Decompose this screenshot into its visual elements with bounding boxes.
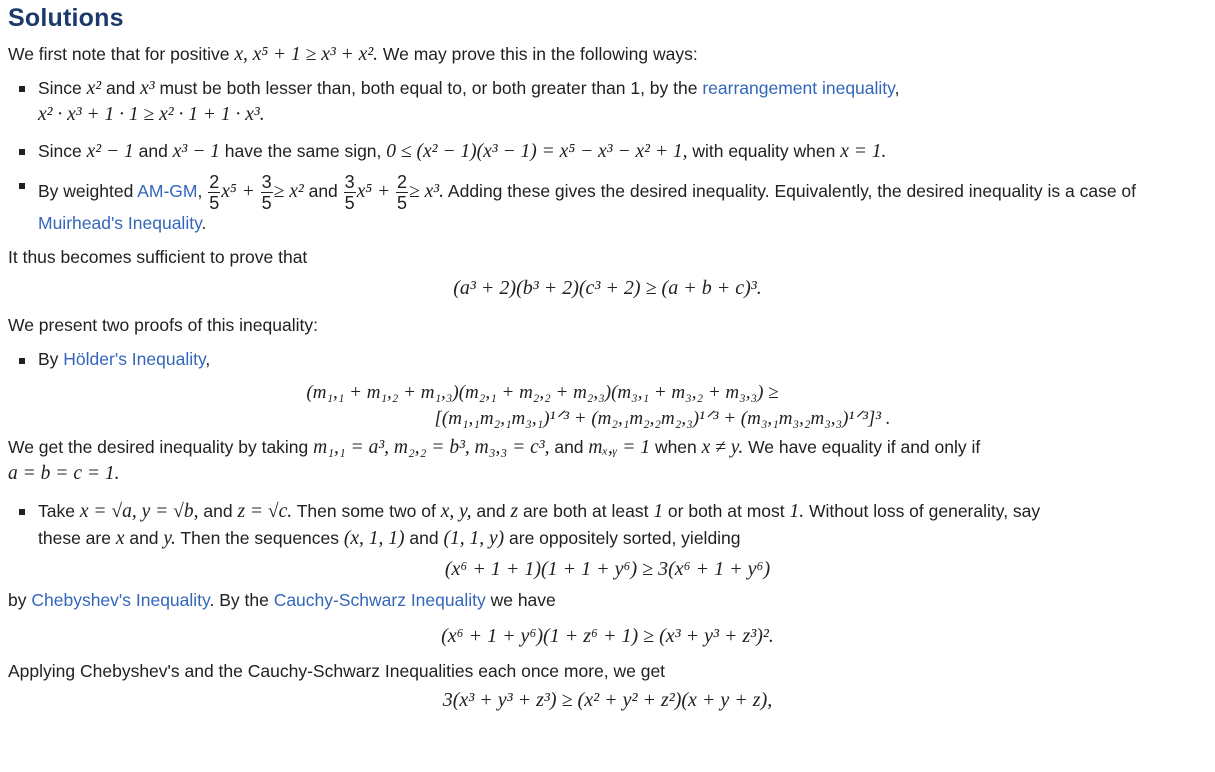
proof-methods-list [8,76,1207,236]
math-inline: x, x⁵ + 1 ≥ x³ + x². [234,43,379,65]
fraction: $\frac{2}{5}$ [397,172,408,213]
display-equation: (x⁶ + 1 + 1)(1 + 1 + y⁶) ≥ 3(x⁶ + 1 + y⁶) [444,557,771,580]
take-list [8,499,1207,552]
am-gm-link[interactable]: AM-GM [137,181,198,202]
chebyshev-inequality-link[interactable]: Chebyshev's Inequality [31,589,210,610]
list-item: By weighted AM-GM, $\frac{2}{5}$ x⁵ + $\frac{3}{5}$ ≥ x² and $\frac{3}{5}$ x⁵ + $\frac{2}{5}$ ≥ x³. Adding these gives the desired inequality. Equivalently, the desired inequality is a case of Muirhead's Inequality. [38,173,1207,236]
rearrangement-inequality-link[interactable]: rearrangement inequality [702,78,895,99]
cauchy-schwarz-inequality-link[interactable]: Cauchy-Schwarz Inequality [273,589,486,610]
present-paragraph: We present two proofs of this inequality: [8,315,318,336]
applying-paragraph: Applying Chebyshev's and the Cauchy-Schwarz Inequalities each once more, we get [8,660,666,681]
sufficient-paragraph: It thus becomes sufficient to prove that [8,246,308,267]
muirhead-inequality-link[interactable]: Muirhead's Inequality [38,213,202,233]
list-item: Since x² and x³ must be both lesser than, both equal to, or both greater than 1, by the rearrangement inequality, x² · x³ + 1 · 1 ≥ x² · 1 + 1 · x³. [38,76,1207,129]
fraction: $\frac{3}{5}$ [261,172,272,213]
display-equation: (m₁,₁ + m₁,₂ + m₁,₃)(m₂,₁ + m₂,₂ + m₂,₃)(m₃,₁ + m₃,₂ + m₃,₃) ≥ [(m₁,₁m₂,₁m₃,₁)¹ᐟ³ + (m₂,₁m₂,₂m₂,₃)¹ᐟ³ + (m₃,₁m₃,₂m₃,₃)¹ᐟ³]³ . [306,381,891,430]
holder-inequality-link[interactable]: Hölder's Inequality [63,348,206,369]
intro-paragraph: We first note that for positive x, x⁵ + 1 ≥ x³ + x². We may prove this in the following ways: [8,43,698,65]
chebyshev-paragraph: by Chebyshev's Inequality. By the Cauchy-Schwarz Inequality we have [8,589,556,610]
display-equation: (x⁶ + 1 + y⁶)(1 + z⁶ + 1) ≥ (x³ + y³ + z³)². [441,624,774,647]
get-paragraph: We get the desired inequality by taking m₁,₁ = a³, m₂,₂ = b³, m₃,₃ = c³, and mₓ,ᵧ = 1 when x ≠ y. We have equality if and only if a = b = c = 1. [8,436,981,484]
section-heading: Solutions [8,4,124,32]
math-inline: x² · x³ + 1 · 1 ≥ x² · 1 + 1 · x³. [38,104,265,126]
display-equation: (a³ + 2)(b³ + 2)(c³ + 2) ≥ (a + b + c)³. [453,277,762,300]
list-item: Since x² − 1 and x³ − 1 have the same sign, 0 ≤ (x² − 1)(x³ − 1) = x⁵ − x³ − x² + 1, with equality when x = 1. [38,139,1207,165]
fraction: $\frac{3}{5}$ [344,172,355,213]
fraction: $\frac{2}{5}$ [209,172,220,213]
list-item: Take x = √a, y = √b, and z = √c. Then some two of x, y, and z are both at least 1 or both at most 1. Without loss of generality, say these are x and y. Then the sequences (x, 1, 1) and (1, 1, y) are oppositely sorted, yielding [38,499,1207,552]
list-item: By Hölder's Inequality, [38,348,1207,372]
holder-list [8,348,1207,372]
display-equation: 3(x³ + y³ + z³) ≥ (x² + y² + z²)(x + y + z), [442,689,773,712]
